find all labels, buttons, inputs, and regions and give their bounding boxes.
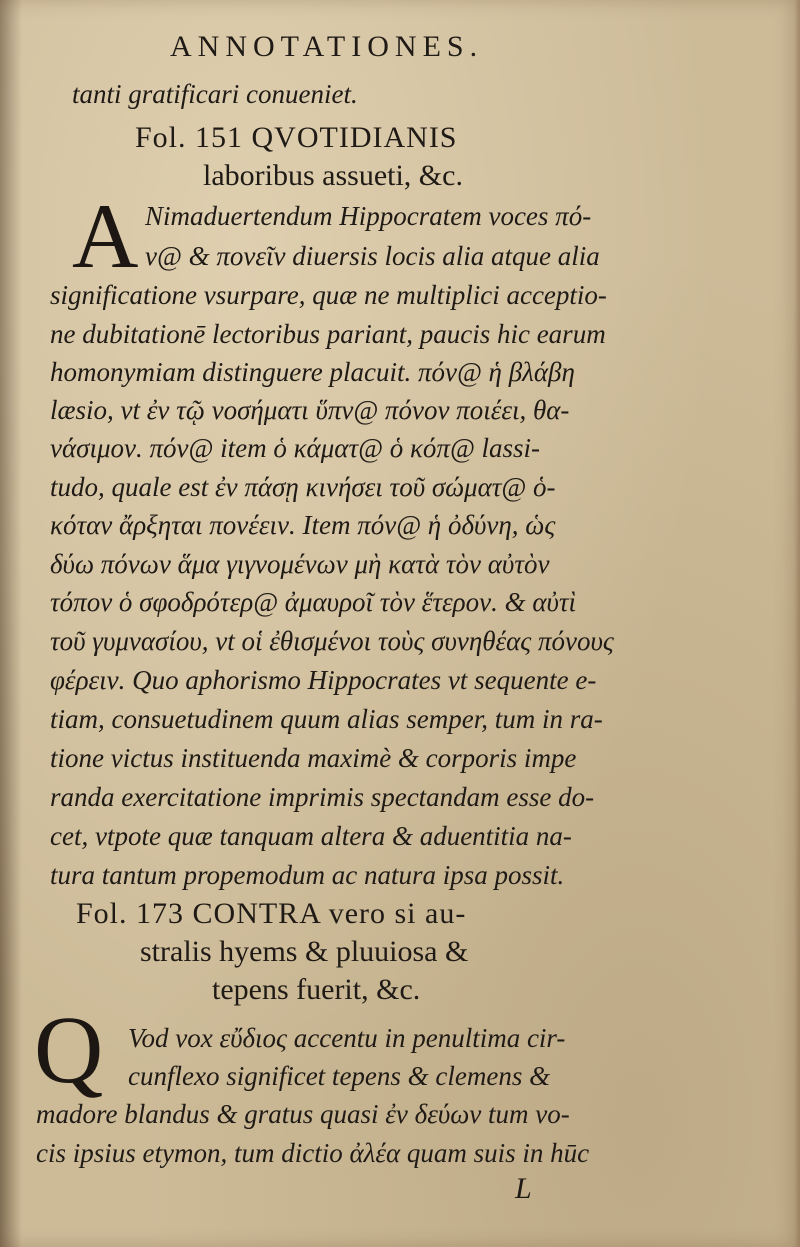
body-line: tiam, consuetudinem quum alias semper, tum in ra-	[50, 704, 603, 734]
section2-heading-line1: Fol. 173 CONTRA vero si au-	[76, 897, 467, 930]
body-line: ν@ & πονεῖν diuersis locis alia atque alia	[145, 241, 600, 271]
body-line: tudo, quale est ἐν πάσῃ κινήσει τοῦ σώματ@ ὁ-	[50, 472, 556, 502]
body-line: νάσιμον. πόν@ item ὁ κάματ@ ὁ κόπ@ lassi-	[50, 433, 541, 463]
body-line: tura tantum propemodum ac natura ipsa possit.	[50, 860, 565, 890]
body-line: significatione vsurpare, quæ ne multiplici acceptio-	[50, 280, 607, 310]
signature-mark: L	[515, 1172, 532, 1205]
body-line: Vod vox εὔδιος accentu in penultima cir-	[128, 1023, 566, 1053]
section1-heading-line1: Fol. 151 QVOTIDIANIS	[135, 121, 458, 154]
body-line: ne dubitationē lectoribus pariant, paucis hic earum	[50, 319, 606, 349]
body-line: cis ipsius etymon, tum dictio ἀλέα quam suis in hūc	[36, 1138, 590, 1168]
body-line: tione victus instituenda maximè & corporis impe	[50, 743, 577, 773]
body-line: δύω πόνων ἅμα γιγνομένων μὴ κατὰ τὸν αὐτὸν	[50, 549, 550, 579]
body-line: Nimaduertendum Hippocratem voces πό-	[145, 201, 592, 231]
body-line: κόταν ἄρξηται πονέειν. Item πόν@ ἡ ὀδύνη, ὡς	[50, 510, 556, 540]
body-line: cet, vtpote quæ tanquam altera & aduentitia na-	[50, 821, 572, 851]
running-header: ANNOTATIONES.	[170, 30, 484, 63]
body-line: homonymiam distinguere placuit. πόν@ ἡ βλάβη	[50, 357, 575, 387]
section2-drop-cap: Q	[34, 996, 104, 1103]
body-line: τόπον ὁ σφοδρότερ@ ἀμαυροῖ τὸν ἕτερον. & αὐτὶ	[50, 587, 577, 617]
opening-line: tanti gratificari conueniet.	[72, 79, 358, 109]
section1-drop-cap: A	[72, 185, 139, 287]
body-line: randa exercitatione imprimis spectandam esse do-	[50, 782, 595, 812]
body-line: τοῦ γυμνασίου, vt οἱ ἐθισμένοι τοὺς συνηθέας πόνους	[50, 626, 614, 656]
body-line: læsio, vt ἐν τῷ νοσήματι ὕπν@ πόνον ποιέει, θα-	[50, 395, 570, 425]
page-edge-shadow	[794, 0, 800, 1247]
body-line: φέρειν. Quo aphorismo Hippocrates vt sequente e-	[50, 665, 597, 695]
body-line: cunflexo significet tepens & clemens &	[128, 1061, 551, 1091]
section1-heading-line2: laboribus assueti, &c.	[203, 159, 463, 192]
section2-heading-line2: stralis hyems & pluuiosa &	[140, 935, 469, 968]
section2-heading-line3: tepens fuerit, &c.	[212, 973, 421, 1006]
body-line: madore blandus & gratus quasi ἐν δεύων tum vo-	[36, 1099, 570, 1129]
